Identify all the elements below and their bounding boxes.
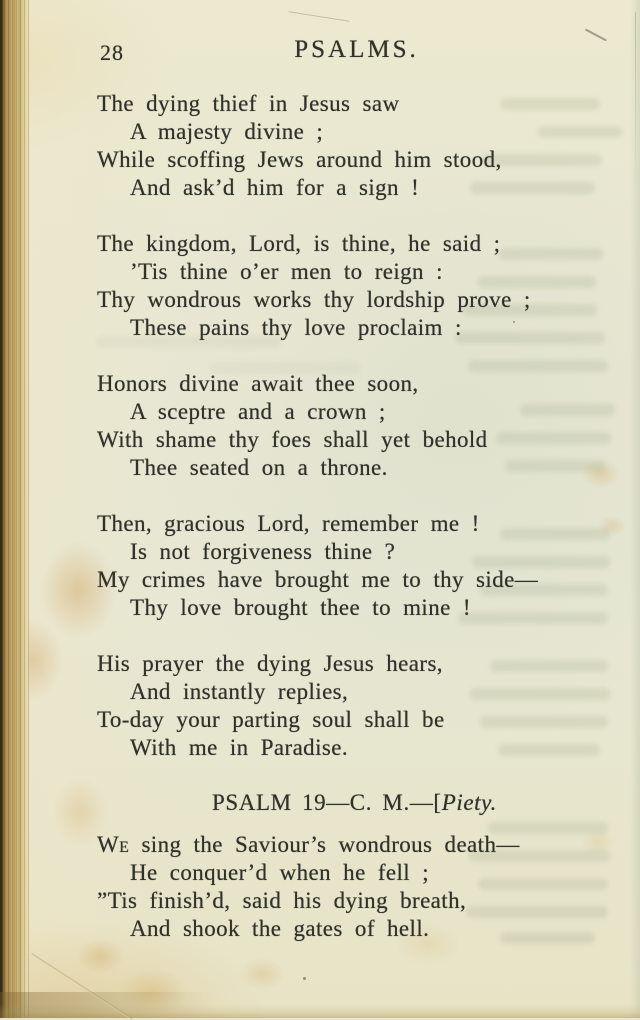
page-number: 28 (100, 40, 124, 65)
poem-line: He conquer’d when he fell ; (130, 860, 430, 885)
poem-line: The dying thief in Jesus saw (97, 91, 400, 116)
poem-line: Thy love brought thee to mine ! (130, 595, 471, 620)
poem-line: Then, gracious Lord, remember me ! (97, 511, 480, 536)
poem-line: While scoffing Jews around him stood, (97, 147, 502, 172)
poem-line: And instantly replies, (130, 679, 349, 704)
poem-line: Is not forgiveness thine ? (130, 539, 396, 564)
poem-line: His prayer the dying Jesus hears, (97, 651, 443, 676)
poem-line: Honors divine await thee soon, (97, 371, 419, 396)
stanza (97, 650, 602, 762)
poem-line: ’Tis thine o’er men to reign : (130, 259, 443, 284)
stanza (97, 90, 602, 202)
psalm-heading-category: Piety. (441, 790, 498, 815)
poem-line: To-day your parting soul shall be (97, 707, 445, 732)
page-content (97, 36, 602, 971)
page-edge-hairline (635, 12, 636, 192)
opening-word: We (97, 832, 130, 857)
poem-line: ”Tis finish’d, said his dying breath, (97, 888, 467, 913)
poem-line (97, 831, 602, 859)
poem-line: With shame thy foes shall yet behold (97, 427, 488, 452)
book-binding-edge (0, 0, 30, 1018)
poem-line: Thee seated on a throne. (130, 455, 388, 480)
poem-line: My crimes have brought me to thy side— (97, 567, 539, 592)
opening-rest: sing the Saviour’s wondrous death— (129, 832, 520, 857)
poem-line: Thy wondrous works thy lordship prove ; (97, 287, 531, 312)
stanza (97, 370, 602, 482)
page-header (97, 36, 602, 66)
stanza (97, 831, 602, 943)
poem-line: A majesty divine ; (130, 119, 324, 144)
psalm-heading-text: PSALM 19—C. M.—[ (211, 790, 442, 815)
poem-line: These pains thy love proclaim : (130, 315, 462, 340)
poem-line: And ask’d him for a sign ! (130, 175, 420, 200)
hairline-mark (288, 11, 349, 22)
ink-speck (513, 321, 515, 323)
poem-line: The kingdom, Lord, is thine, he said ; (97, 231, 501, 256)
psalm-19-heading (97, 790, 602, 816)
stanza (97, 230, 602, 342)
stanza (97, 510, 602, 622)
poem-line: With me in Paradise. (130, 735, 348, 760)
running-title: PSALMS. (294, 36, 419, 63)
poem-line: A sceptre and a crown ; (130, 399, 386, 424)
page-corner-shadow (0, 992, 240, 1018)
ink-speck (303, 977, 306, 980)
poem-line: And shook the gates of hell. (130, 916, 430, 941)
